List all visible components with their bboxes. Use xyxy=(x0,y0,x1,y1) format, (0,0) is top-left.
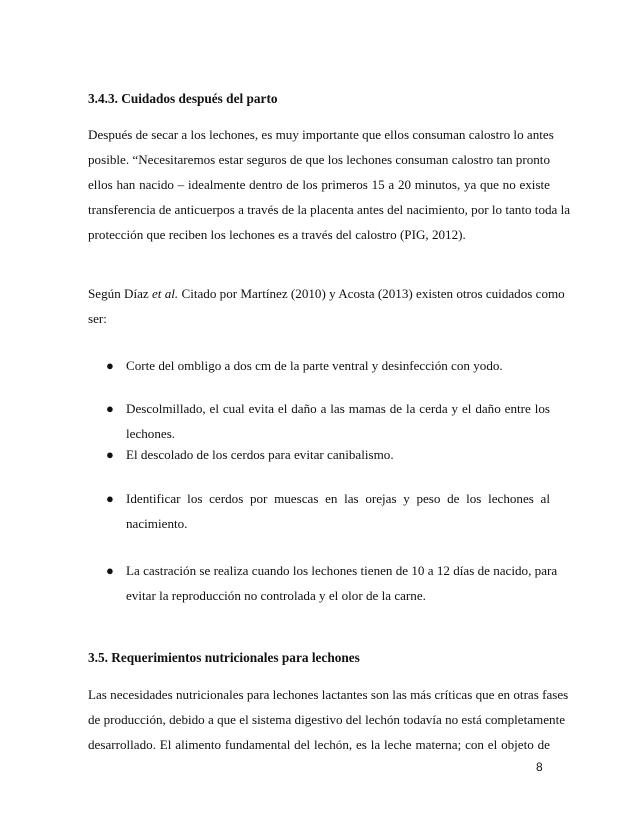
paragraph-line xyxy=(88,281,565,306)
paragraph-line: Después de secar a los lechones, es muy importante que ellos consuman calostro lo antes xyxy=(88,127,554,142)
bullet-icon: ● xyxy=(106,491,114,506)
paragraph-line: de producción, debido a que el sistema digestivo del lechón todavía no está completamente xyxy=(88,712,566,727)
list-item-line: lechones. xyxy=(126,426,176,441)
intro-text: Citado por Martínez (2010) y Acosta (2013) existen otros cuidados como xyxy=(178,286,565,301)
paragraph-line: Las necesidades nutricionales para lechones lactantes son las más críticas que en otras fases xyxy=(88,687,569,702)
list-item-line: La castración se realiza cuando los lechones tienen de 10 a 12 días de nacido, para xyxy=(126,563,558,578)
bullet-icon: ● xyxy=(106,358,114,373)
list-item-line: Corte del ombligo a dos cm de la parte ventral y desinfección con yodo. xyxy=(126,358,503,373)
paragraph-line: protección que reciben los lechones es a través del calostro (PIG, 2012). xyxy=(88,227,466,242)
list-item-line: Descolmillado, el cual evita el daño a las mamas de la cerda y el daño entre los xyxy=(126,401,550,416)
page-number: 8 xyxy=(536,760,543,774)
paragraph-line: desarrollado. El alimento fundamental del lechón, es la leche materna; con el objeto de xyxy=(88,737,550,752)
paragraph-intro-cuidados xyxy=(88,281,565,331)
list-item-line: Identificar los cerdos por muescas en las orejas y peso de los lechones al xyxy=(126,491,550,506)
paragraph-requerimientos xyxy=(88,682,569,757)
section-heading-35: 3.5. Requerimientos nutricionales para lechones xyxy=(88,650,360,665)
bullet-icon: ● xyxy=(106,563,114,578)
intro-text: Según Díaz xyxy=(88,286,152,301)
bullet-icon: ● xyxy=(106,447,114,462)
paragraph-line: posible. “Necesitaremos estar seguros de que los lechones consuman calostro tan pronto xyxy=(88,152,550,167)
paragraph-cuidados xyxy=(88,122,571,247)
list-item-line: nacimiento. xyxy=(126,516,188,531)
list-item-line: El descolado de los cerdos para evitar canibalismo. xyxy=(126,447,394,462)
paragraph-line: ser: xyxy=(88,311,107,326)
paragraph-line: ellos han nacido – idealmente dentro de los primeros 15 a 20 minutos, ya que no existe xyxy=(88,177,550,192)
list-item-line: evitar la reproducción no controlada y el olor de la carne. xyxy=(126,588,426,603)
section-heading-343: 3.4.3. Cuidados después del parto xyxy=(88,91,278,106)
paragraph-line: transferencia de anticuerpos a través de la placenta antes del nacimiento, por lo tanto toda la xyxy=(88,202,571,217)
bullet-icon: ● xyxy=(106,401,114,416)
intro-italic: et al. xyxy=(152,286,179,301)
